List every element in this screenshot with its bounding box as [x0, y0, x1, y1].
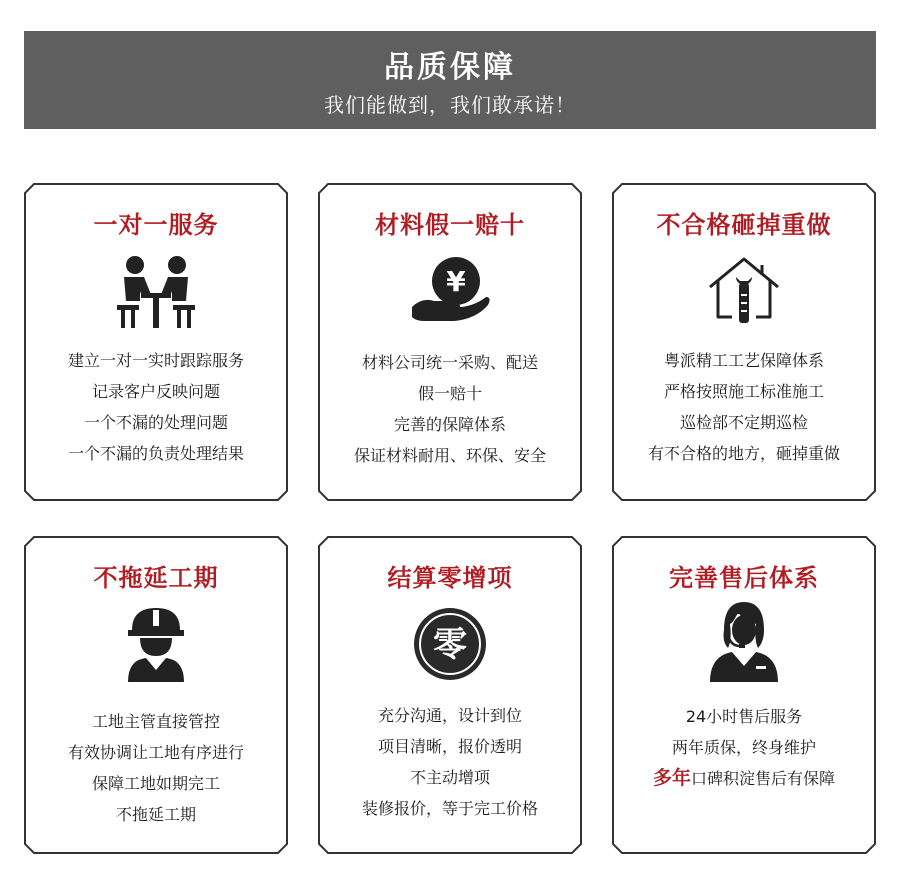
header-banner [24, 31, 876, 129]
card-lines [318, 700, 582, 824]
card-after-sales [612, 536, 876, 854]
card-line: 24小时售后服务 [685, 707, 803, 726]
hardhat-worker-icon [126, 604, 186, 682]
card-line: 不主动增项 [409, 768, 490, 787]
card-lines [612, 345, 876, 469]
card-redo-if-unqualified [612, 183, 876, 501]
card-line-highlight [612, 763, 876, 794]
card-line: 一个不漏的处理问题 [83, 413, 228, 432]
card-line: 两年质保，终身维护 [671, 738, 816, 757]
card-lines [24, 706, 288, 830]
highlight-rest-text: 口碑积淀售后有保障 [691, 769, 836, 788]
card-line: 一个不漏的负责处理结果 [67, 444, 244, 463]
card-line: 严格按照施工标准施工 [663, 382, 824, 401]
meeting-people-icon [111, 253, 201, 331]
card-line: 有不合格的地方，砸掉重做 [647, 444, 840, 463]
card-line: 有效协调让工地有序进行 [67, 743, 244, 762]
card-one-on-one-service [24, 183, 288, 501]
page-title: 品质保障 [384, 50, 516, 85]
card-line: 项目清晰，报价透明 [377, 737, 522, 756]
card-line: 粤派精工工艺保障体系 [663, 351, 824, 370]
card-zero-extra-charges [318, 536, 582, 854]
svg-text:¥: ¥ [446, 265, 466, 298]
card-line: 材料公司统一采购、配送 [361, 353, 538, 372]
card-material-guarantee [318, 183, 582, 501]
house-repair-icon [706, 255, 782, 327]
card-title: 不合格砸掉重做 [656, 211, 832, 239]
page-subtitle: 我们能做到，我们敢承诺！ [324, 93, 576, 117]
headset-agent-icon [708, 600, 780, 682]
card-line: 巡检部不定期巡检 [679, 413, 808, 432]
card-line: 完善的保障体系 [393, 415, 506, 434]
highlight-text: 多年 [652, 767, 691, 789]
card-line: 充分沟通，设计到位 [377, 706, 522, 725]
card-line: 工地主管直接管控 [91, 712, 220, 731]
card-no-delay [24, 536, 288, 854]
card-lines [612, 701, 876, 794]
card-title: 一对一服务 [93, 211, 219, 239]
card-line: 记录客户反映问题 [91, 382, 220, 401]
zero-char: 零 [433, 625, 467, 665]
yuan-hand-icon [410, 255, 490, 325]
card-line: 装修报价，等于完工价格 [361, 799, 538, 818]
card-line: 假一赔十 [417, 384, 482, 403]
card-line: 建立一对一实时跟踪服务 [67, 351, 244, 370]
card-line: 保障工地如期完工 [91, 774, 220, 793]
card-lines [24, 345, 288, 469]
zero-circle-icon [410, 604, 490, 684]
card-line: 保证材料耐用、环保、安全 [353, 446, 546, 465]
card-title: 不拖延工期 [93, 564, 219, 592]
card-line: 不拖延工期 [115, 805, 196, 824]
card-title: 结算零增项 [387, 564, 513, 592]
card-title: 完善售后体系 [669, 564, 819, 592]
card-title: 材料假一赔十 [375, 211, 525, 239]
card-lines [318, 347, 582, 471]
